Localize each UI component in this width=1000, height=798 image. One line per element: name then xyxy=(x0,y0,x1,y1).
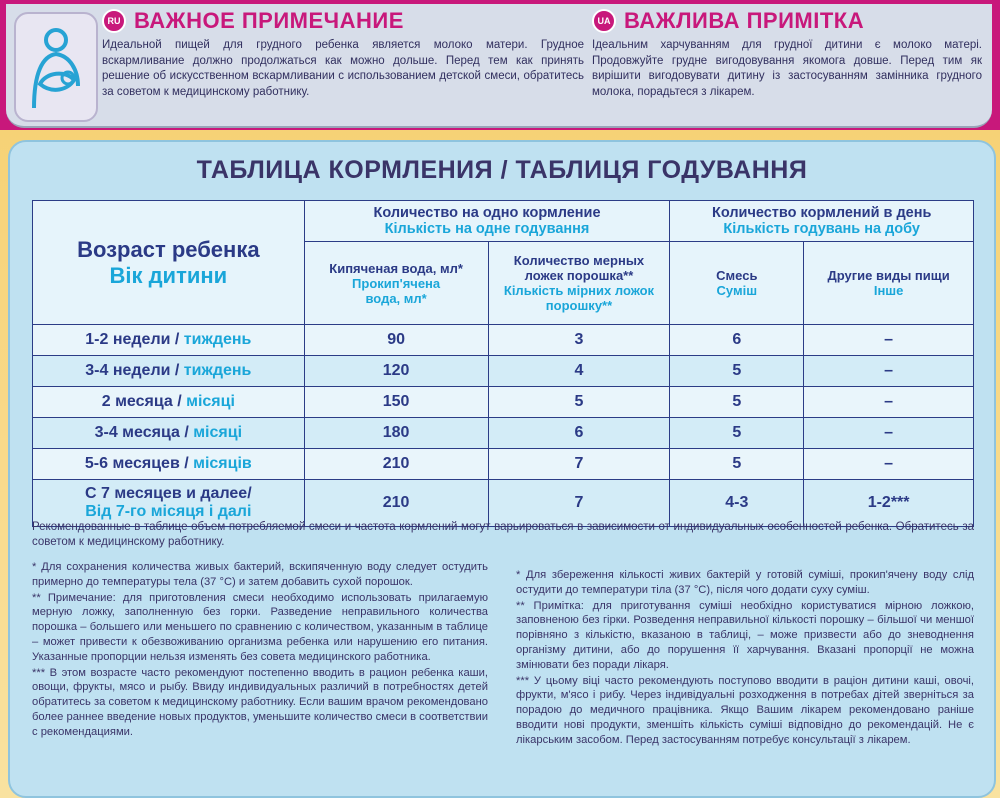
footnote-2-ua: ** Примітка: для приготування суміші необхідно користуватися мірною ложкою, заповненою без гірки. Розведення неправильної кількості порошку – більшої чи меншої порівняно з кількістю, вказаною в таблиці, – може призвести або до зневоднення організму дитини, або до порушення її харчування. Вказані пропорції не можна змінювати без поради лікаря. xyxy=(516,599,974,671)
age-header xyxy=(33,201,305,325)
table-row xyxy=(33,325,974,356)
mix-cell: 5 xyxy=(670,356,804,387)
footnotes-ukrainian xyxy=(516,568,974,749)
age-header-ua: Вік дитини xyxy=(109,262,228,288)
feeding-table-panel xyxy=(8,140,996,798)
age-cell: 3-4 недели / тиждень xyxy=(33,356,305,387)
mix-cell: 5 xyxy=(670,418,804,449)
age-cell: 3-4 месяца / місяці xyxy=(33,418,305,449)
per-feed-header-ru: Количество на одно кормление xyxy=(373,205,601,221)
feeding-table xyxy=(32,200,974,527)
note-title-ru: ВАЖНОЕ ПРИМЕЧАНИЕ xyxy=(134,8,404,33)
table-title: ТАБЛИЦА КОРМЛЕНИЯ / ТАБЛИЦЯ ГОДУВАННЯ xyxy=(196,156,808,184)
other-food-cell: – xyxy=(804,449,974,480)
mix-cell: 5 xyxy=(670,449,804,480)
mix-header xyxy=(670,242,804,325)
spoons-cell: 6 xyxy=(488,418,670,449)
age-cell: С 7 месяцев и далее/ Від 7-го місяця і далі xyxy=(33,480,305,527)
per-feed-header-ua: Кількість на одне годування xyxy=(384,221,590,237)
mix-cell: 4-3 xyxy=(670,480,804,527)
mix-header-ua: Суміш xyxy=(716,283,758,298)
other-food-header xyxy=(804,242,974,325)
spoons-header xyxy=(488,242,670,325)
footnotes-russian xyxy=(32,560,488,741)
water-cell: 210 xyxy=(304,449,488,480)
age-cell: 1-2 недели / тиждень xyxy=(33,325,305,356)
other-food-cell: – xyxy=(804,418,974,449)
spoons-cell: 7 xyxy=(488,480,670,527)
water-header-ua: Прокип'ячена вода, мл* xyxy=(352,275,441,306)
footnote-3-ru: *** В этом возрасте часто рекомендуют постепенно вводить в рацион ребенка каши, овощи, фрукты, мясо и рыбу. Ввиду индивидуальных различий в потребностях детей обратитесь за советом к медицинскому работнику. Если вашим врачом рекомендовано более раннее введение новых продуктов, уменьшите количество смеси в соответствии с рекомендациями. xyxy=(32,666,488,738)
note-russian xyxy=(102,4,590,100)
note-text-ru: Идеальной пищей для грудного ребенка является молоко матери. Грудное вскармливание должно продолжаться как можно дольше. Перед тем как принять решение об искусственном вскармливании с использованием детской смеси, обратитесь за советом к медицинскому работнику. xyxy=(102,39,584,98)
footnote-1-ru: * Для сохранения количества живых бактерий, вскипяченную воду следует остудить примерно до температуры тела (37 °С) и затем добавить сухой порошок. xyxy=(32,561,488,588)
other-food-header-ua: Інше xyxy=(873,283,904,298)
mix-cell: 6 xyxy=(670,325,804,356)
water-header xyxy=(304,242,488,325)
important-note-banner xyxy=(0,0,1000,130)
spoons-cell: 5 xyxy=(488,387,670,418)
note-ukrainian xyxy=(592,4,988,100)
spoons-cell: 3 xyxy=(488,325,670,356)
age-cell: 5-6 месяцев / місяців xyxy=(33,449,305,480)
age-header-ru: Возраст ребенка xyxy=(77,236,260,262)
note-text-ua: Ідеальним харчуванням для грудної дитини є молоко матері. Продовжуйте грудне вигодовування якомога довше. Перед тим як вирішити вигодовувати дитину із застосуванням замінника грудного молока, порадьтеся з лікарем. xyxy=(592,39,982,98)
footnote-3-ua: *** У цьому віці часто рекомендують поступово вводити в раціон дитини каші, овочі, фрукти, м'ясо і рибу. Через індивідуальні розходження в потребах дітей зверніться за порадою до медичного працівника. Якщо Вашим лікарем рекомендовано раніше вводити нові продукти, зменшіть кількість суміші відповідно до рекомендацій. Не є лікарським засобом. Перед застосуванням потребує консультації з лікарем. xyxy=(516,674,974,746)
water-cell: 90 xyxy=(304,325,488,356)
other-food-cell: 1-2*** xyxy=(804,480,974,527)
water-cell: 180 xyxy=(304,418,488,449)
ru-flag-icon: RU xyxy=(102,9,126,33)
footnote-1-ua: * Для збереження кількості живих бактерій у готовій суміші, прокип'ячену воду слід остудити до температури тіла (37 °С), після чого додати суху суміш. xyxy=(516,569,974,596)
table-row xyxy=(33,449,974,480)
other-food-cell: – xyxy=(804,325,974,356)
other-food-cell: – xyxy=(804,356,974,387)
other-food-header-ru: Другие виды пищи xyxy=(827,268,950,283)
age-cell: 2 месяца / місяці xyxy=(33,387,305,418)
water-cell: 150 xyxy=(304,387,488,418)
other-food-cell: – xyxy=(804,387,974,418)
water-cell: 210 xyxy=(304,480,488,527)
water-cell: 120 xyxy=(304,356,488,387)
per-feed-header xyxy=(304,201,670,242)
note-title-ua: ВАЖЛИВА ПРИМІТКА xyxy=(624,8,865,33)
water-header-ru: Кипяченая вода, мл* xyxy=(329,260,463,276)
table-row xyxy=(33,356,974,387)
per-day-header-ru: Количество кормлений в день xyxy=(711,205,932,221)
footnote-2-ru: ** Примечание: для приготовления смеси необходимо использовать прилагаемую мерную ложку, заполненную без горки. Разведение неправильного количества порошка – большего или меньшего по сравнению с количеством, указанным в таблице – может привести к обезвоживанию организма ребенка или нарушению его питания. Указанные пропорции нельзя изменять без совета медицинского работника. xyxy=(32,591,488,663)
recommendation-text: Рекомендованные в таблице объем потребляемой смеси и частота кормлений могут варьироваться в зависимости от индивидуальных особенностей ребенка. Обратитесь за советом к медицинскому работнику. xyxy=(32,521,974,548)
ua-flag-icon: UA xyxy=(592,9,616,33)
spoons-header-ru: Количество мерных ложек порошка** xyxy=(513,253,645,283)
table-row xyxy=(33,418,974,449)
spoons-header-ua: Кількість мірних ложок порошку** xyxy=(503,283,655,313)
mix-cell: 5 xyxy=(670,387,804,418)
spoons-cell: 4 xyxy=(488,356,670,387)
banner-panel xyxy=(6,4,992,128)
spoons-cell: 7 xyxy=(488,449,670,480)
mix-header-ru: Смесь xyxy=(716,268,758,283)
per-day-header xyxy=(670,201,974,242)
per-day-header-ua: Кількість годувань на добу xyxy=(723,221,920,237)
table-row xyxy=(33,387,974,418)
mother-with-baby-icon xyxy=(14,12,98,122)
